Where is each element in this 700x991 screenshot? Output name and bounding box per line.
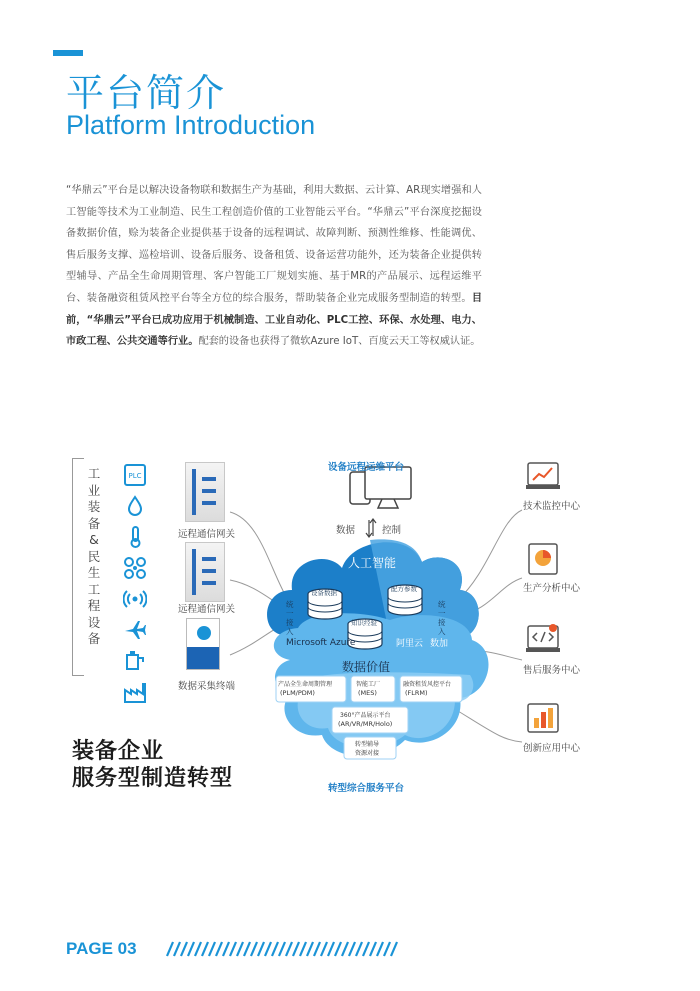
fan-icon: [122, 555, 148, 581]
device-label-1: 远程通信网关: [178, 529, 236, 540]
factory-icon: [122, 679, 148, 705]
right-access-label: 统一接入: [438, 600, 446, 636]
module-1-line2: (PLM/PDM): [280, 689, 315, 697]
page-title: 平台简介: [66, 71, 227, 115]
right-label-1: 技术监控中心: [523, 501, 581, 512]
control-label: 控制: [382, 525, 402, 536]
equipment-icons: [122, 462, 150, 710]
equipment-label: 工业装备&民生工程设备: [87, 466, 101, 646]
pump-icon: [122, 648, 148, 674]
intro-paragraph: [66, 180, 482, 353]
thermometer-icon: [122, 524, 148, 550]
page-subtitle: Platform Introduction: [66, 110, 316, 140]
intro-part-2: 目前，“华鼎云”平台已成功应用于机械制造、工业自动化、PLC工控、环保、水处理、电力、市政工程、公共交通等行业。: [66, 292, 482, 348]
bar-chart-icon: [526, 702, 560, 736]
terminal-device: [186, 618, 220, 670]
svg-text:PLC: PLC: [128, 472, 142, 480]
intro-part-3: 配套的设备也获得了微软Azure IoT、百度云天工等权威认证。: [198, 336, 481, 348]
azure-label: Microsoft Azure: [286, 638, 356, 648]
device-label-2: 远程通信网关: [178, 604, 236, 615]
db-knowledge: 知识经验: [351, 619, 377, 627]
pie-chart-icon: [526, 542, 560, 576]
module-5-line1: 转型辅导: [355, 741, 380, 748]
shujia-label: 数加: [430, 639, 449, 649]
aliyun-label: 阿里云: [396, 639, 424, 649]
decorative-slashes: [165, 941, 405, 957]
db-device-data: 设备数据: [311, 589, 337, 597]
data-value-label: 数据价值: [342, 660, 391, 674]
chart-monitor-icon: [526, 460, 560, 494]
module-4-line2: (AR/VR/MR/Holo): [338, 720, 393, 728]
right-label-4: 创新应用中心: [523, 743, 581, 754]
bottom-platform-label: 转型综合服务平台: [328, 783, 405, 794]
water-drop-icon: [122, 493, 148, 519]
slogan-line-2: 服务型制造转型: [72, 766, 234, 791]
signal-icon: [122, 586, 148, 612]
monitor-phone-icon: [350, 467, 411, 508]
intro-part-1: “华鼎云”平台是以解决设备物联和数据生产为基础，利用大数据、云计算、AR现实增强和人工智能等技术为工业制造、民生工程创造价值的工业智能云平台。“华鼎云”平台深度挖掘设备数据价值，赊为装备企业提供基于设备的远程调试、故障判断、预测性维修、性能调优、售后服务支撑、巡检培训、设备后服务、设备租赁、设备运营功能外，还为装备企业提供转型辅导、产品全生命周期管理、客户智能工厂规划实施、基于MR的产品展示、远程运维平台、装备融资租赁风控平台等全方位的综合服务，帮助装备企业完成服务型制造的转型。: [66, 185, 482, 304]
accent-bar: [53, 50, 83, 56]
gateway-device-1: [185, 462, 225, 522]
module-2-line2: (MES): [358, 689, 377, 697]
module-5-line2: 资源对接: [355, 750, 380, 757]
right-label-3: 售后服务中心: [523, 665, 581, 676]
page-number: PAGE 03: [66, 939, 137, 958]
left-access-label: 统一接入: [286, 600, 294, 636]
airplane-icon: [122, 617, 148, 643]
db-recipe: 配方参数: [391, 585, 417, 593]
slogan-line-1: 装备企业: [72, 739, 165, 764]
ai-label: 人工智能: [348, 556, 397, 570]
module-2-line1: 智能工厂: [356, 681, 381, 688]
module-3-line2: (FLRM): [405, 689, 428, 697]
gateway-device-2: [185, 542, 225, 602]
module-3-line1: 融资租赁风控平台: [403, 681, 452, 688]
right-label-2: 生产分析中心: [523, 583, 581, 594]
equipment-bracket: [72, 458, 84, 676]
plc-icon: [122, 462, 148, 488]
top-platform-label: 设备远程运维平台: [328, 462, 405, 473]
code-screen-icon: [526, 622, 560, 656]
module-1-line1: 产品全生命周期管理: [278, 681, 333, 688]
module-4-line1: 360°产品展示平台: [340, 712, 391, 719]
data-label: 数据: [336, 525, 356, 536]
slogan: [72, 738, 233, 792]
device-label-3: 数据采集终端: [178, 681, 236, 692]
